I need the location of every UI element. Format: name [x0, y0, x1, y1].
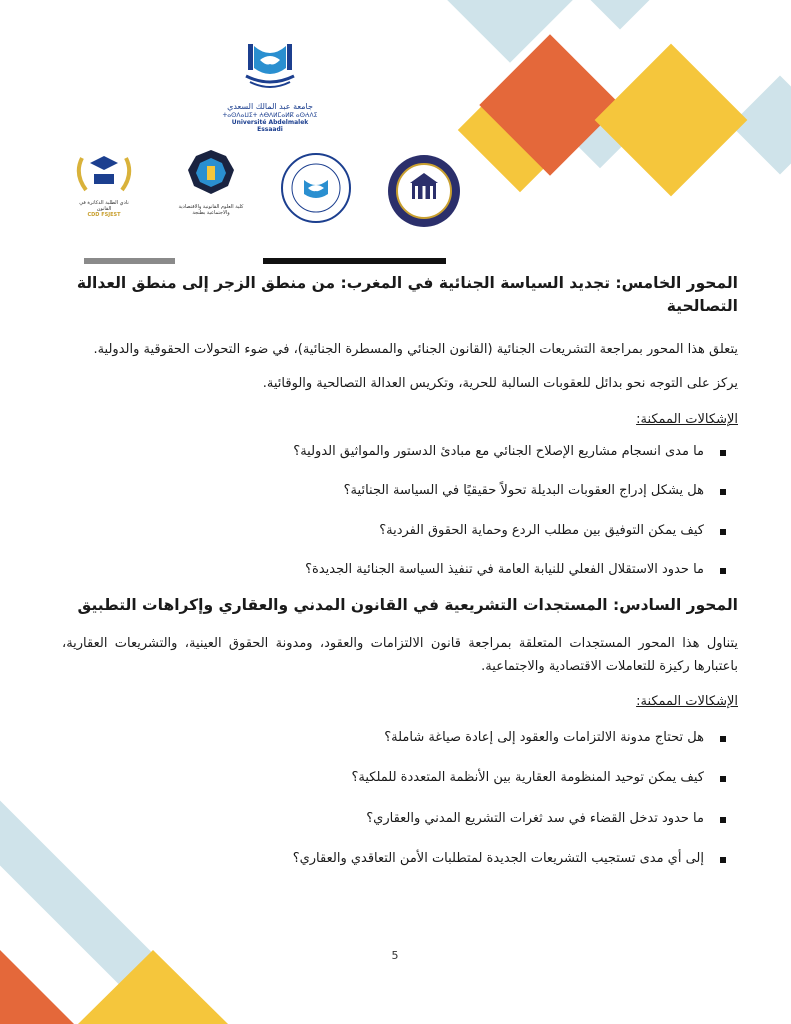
section6-title: المحور السادس: المستجدات التشريعية في القانون المدني والعقاري وإكراهات التطبيق — [77, 595, 738, 614]
club-name-fr: CDD FSJEST — [87, 212, 121, 218]
list-item: إلى أي مدى تستجيب التشريعات الجديدة لمتطلبات الأمن التعاقدي والعقاري؟ — [62, 849, 738, 869]
university-name-fr: Université Abdelmalek Essaadi — [231, 118, 309, 133]
list-item: ما حدود الاستقلال الفعلي للنيابة العامة في تنفيذ السياسة الجنائية الجديدة؟ — [62, 560, 738, 580]
university-name-tifinagh: ⵜⴰⵙⴷⴰⵡⵉⵜ ⵄⴱⴷⵍⵎⴰⵍⴽ ⴰⵙⵄⴷⵉ — [222, 111, 318, 119]
decor-diamond-blue — [571, 0, 670, 29]
separator-gray — [84, 258, 175, 264]
list-item: ما حدود تدخل القضاء في سد ثغرات التشريع المدني والعقاري؟ — [62, 809, 738, 829]
university-emblem-icon — [240, 40, 300, 98]
separator-black — [263, 258, 446, 264]
section5-issues-list — [62, 442, 738, 580]
university-name-ar: جامعة عبد المالك السعدي — [227, 102, 313, 111]
list-item: هل تحتاج مدونة الالتزامات والعقود إلى إعادة صياغة شاملة؟ — [62, 728, 738, 748]
section6-paragraph: يتناول هذا المحور المستجدات المتعلقة بمراجعة قانون الالتزامات والعقود، ومدونة الحقوق العينية، والتشريعات العقارية، باعتبارها ركيزة للتعاملات الاقتصادية والاجتماعية. — [62, 635, 738, 674]
doctoral-center-seal-icon — [280, 152, 352, 224]
laurel-cap-icon — [72, 150, 136, 196]
list-item: كيف يمكن التوفيق بين مطلب الردع وحماية الحقوق الفردية؟ — [62, 521, 738, 541]
club-logo — [72, 150, 136, 218]
list-item: كيف يمكن توحيد المنظومة العقارية بين الأنظمة المتعددة للملكية؟ — [62, 768, 738, 788]
faculty-caption: كلية العلوم القانونية والاقتصادية والاجتماعية بطنجة — [178, 204, 244, 216]
university-logo — [222, 40, 318, 133]
section5-issues-label: الإشكالات الممكنة: — [636, 412, 738, 427]
decor-diamond-yellow — [595, 44, 748, 197]
building-seal-icon — [386, 153, 462, 229]
club-name-ar: نادي الطلبة الدكاترة في القانون — [79, 200, 129, 212]
section5-title: المحور الخامس: تجديد السياسة الجنائية في المغرب: من منطق الزجر إلى منطق العدالة التصالحية — [76, 274, 738, 316]
center-seal-logo — [386, 153, 462, 229]
faculty-emblem-icon — [178, 148, 244, 200]
decor-triangle-orange — [0, 950, 74, 1024]
document-body — [62, 272, 738, 869]
section5-paragraph: يركز على التوجه نحو بدائل للعقوبات السالبة للحرية، وتكريس العدالة التصالحية والوقائية. — [262, 376, 738, 392]
faculty-logo — [178, 148, 244, 216]
list-item: هل يشكل إدراج العقوبات البديلة تحولاً حقيقيًا في السياسة الجنائية؟ — [62, 481, 738, 501]
page-number: 5 — [391, 949, 399, 962]
section6-issues-label: الإشكالات الممكنة: — [636, 694, 738, 710]
doctoral-center-logo — [280, 152, 352, 224]
section6-issues-list — [62, 728, 738, 869]
list-item: ما مدى انسجام مشاريع الإصلاح الجنائي مع مبادئ الدستور والمواثيق الدولية؟ — [62, 442, 738, 462]
section5-paragraph: يتعلق هذا المحور بمراجعة التشريعات الجنائية (القانون الجنائي والمسطرة الجنائية)، في ضوء التحولات الحقوقية والدولية. — [93, 341, 738, 357]
